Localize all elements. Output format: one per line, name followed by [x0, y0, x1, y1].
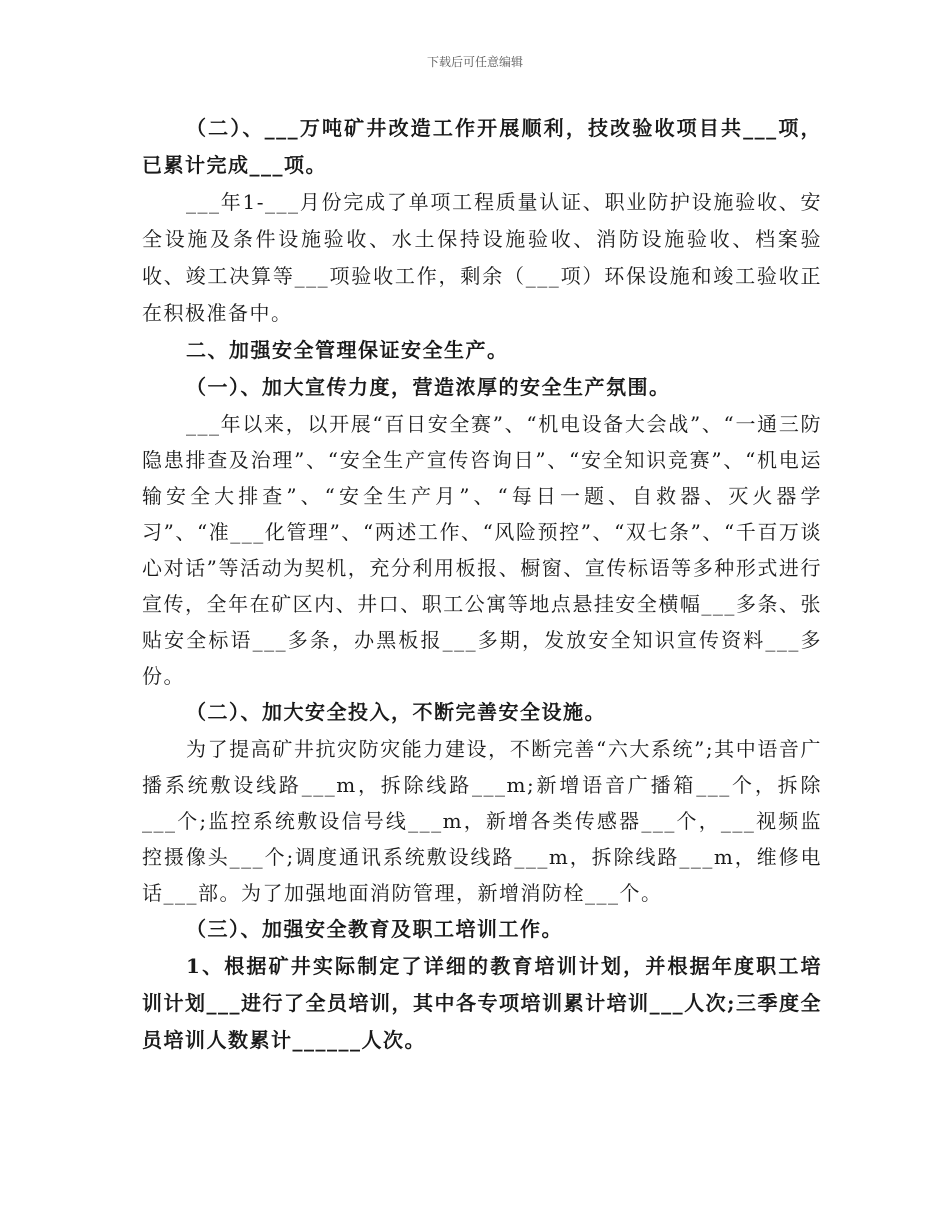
subheading-paragraph: （二）、___万吨矿井改造工作开展顺利，技改验收项目共___项，已累计完成___项。 [142, 116, 822, 177]
subheading-paragraph: （二）、加大安全投入，不断完善安全设施。 [186, 700, 606, 724]
subheading-paragraph: （一）、加大宣传力度，营造浓厚的安全生产氛围。 [186, 375, 671, 399]
body-paragraph: ___年以来，以开展“百日安全赛”、“机电设备大会战”、“一通三防隐患排查及治理”、“安全生产宣传咨询日”、“安全知识竞赛”、“机电运输安全大排查”、“安全生产月”、“每日一题、自救器、灭火器学习”、“准___化管理”、“两述工作、“风险预控”、“双七条”、“千百万谈心对话”等活动为契机，充分利用板报、橱窗、宣传标语等多种形式进行宣传，全年在矿区内、井口、职工公寓等地点悬挂安全横幅___多条、张贴安全标语___多条，办黑板报___多期，发放安全知识宣传资料___多份。 [142, 412, 822, 688]
body-paragraph: ___年1-___月份完成了单项工程质量认证、职业防护设施验收、安全设施及条件设施验收、水土保持设施验收、消防设施验收、档案验收、竣工决算等___项验收工作，剩余（___项）环保设施和竣工验收正在积极准备中。 [142, 190, 822, 325]
document-body [142, 110, 822, 1059]
numbered-paragraph: 1、根据矿井实际制定了详细的教育培训计划，并根据年度职工培训计划___进行了全员培训，其中各专项培训累计培训___人次;三季度全员培训人数累计______人次。 [142, 954, 822, 1052]
subheading-paragraph: （三）、加强安全教育及职工培训工作。 [186, 917, 563, 941]
section-heading: 二、加强安全管理保证安全生产。 [186, 338, 509, 362]
page-header: 下载后可任意编辑 [426, 55, 523, 69]
body-paragraph: 为了提高矿井抗灾防灾能力建设，不断完善“六大系统”;其中语音广播系统敷设线路___m，拆除线路___m;新增语音广播箱___个，拆除___个;监控系统敷设信号线___m，新增各类传感器___个，___视频监控摄像头___个;调度通讯系统敷设线路___m，拆除线路___m，维修电话___部。为了加强地面消防管理，新增消防栓___个。 [142, 737, 822, 905]
